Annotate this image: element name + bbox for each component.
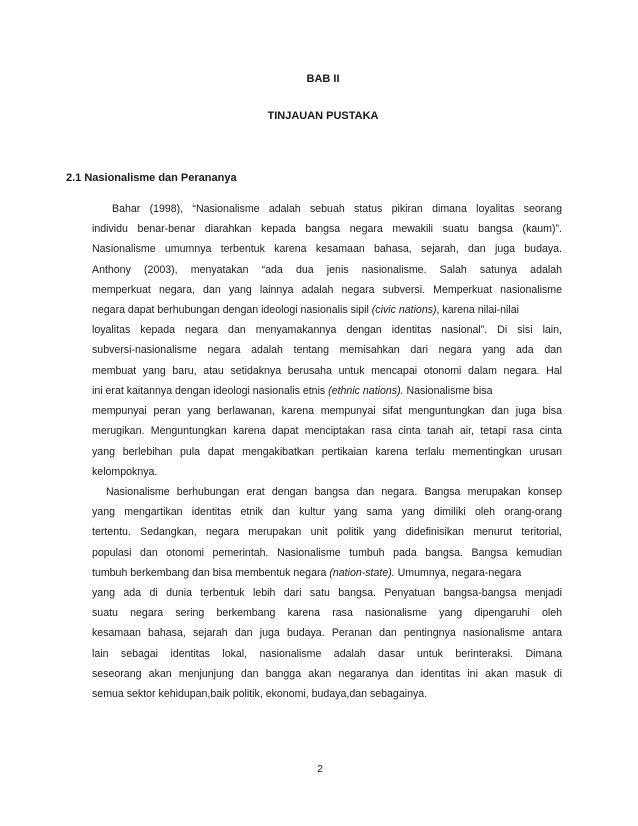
text-line: kelompoknya. <box>92 466 158 478</box>
text-line <box>92 385 562 398</box>
text-line <box>92 567 562 580</box>
text-line: individu benar-benar diarahkan kepada bangsa negara mewakili suatu bangsa (kaum)”. <box>92 223 562 235</box>
text-segment: Nasionalisme bisa <box>403 385 493 397</box>
text-segment: tumbuh berkembang dan bisa membentuk negara <box>92 567 330 579</box>
italic-term: (nation-state). <box>329 567 395 579</box>
text-line: loyalitas kepada negara dan menyamakannya dengan identitas nasional”. Di sisi lain, <box>92 324 562 336</box>
chapter-label: BAB II <box>306 73 340 85</box>
text-segment: Umumnya, negara-negara <box>394 567 522 579</box>
text-line: yang mengartikan identitas etnik dan kultur yang sama yang dimiliki oleh orang-orang <box>92 506 562 518</box>
italic-term: (civic nations) <box>371 304 437 316</box>
text-line: seseorang akan menjunjung dan bangga akan negaranya dan identitas ini akan masuk di <box>92 668 562 680</box>
text-line: semua sektor kehidupan,baik politik, ekonomi, budaya,dan sebagainya. <box>92 688 428 700</box>
text-segment: negara dapat berhubungan dengan ideologi nasionalis sipil <box>92 304 372 316</box>
text-segment: , karena nilai-nilai <box>436 304 519 316</box>
text-line: mempunyai peran yang berlawanan, karena mempunyai sifat menguntungkan dan juga bisa <box>92 405 562 417</box>
section-heading: 2.1 Nasionalisme dan Perananya <box>66 172 237 184</box>
text-line: membuat yang baru, atau setidaknya berusaha untuk mencapai otonomi dalam negara. Hal <box>92 365 562 377</box>
text-segment: ini erat kaitannya dengan ideologi nasionalis etnis <box>92 385 329 397</box>
italic-term: (ethnic nations). <box>328 385 404 397</box>
text-line: yang berlebihan pula dapat mengakibatkan pertikaian karena terlalu mementingkan urusan <box>92 446 562 458</box>
text-line: Nasionalisme umumnya terbentuk karena kesamaan bahasa, sejarah, dan juga budaya. <box>92 243 562 255</box>
text-line: kesamaan bahasa, sejarah dan juga budaya. Peranan dan pentingnya nasionalisme antara <box>92 627 562 639</box>
text-line: suatu negara sering berkembang karena rasa nasionalisme yang dipengaruhi oleh <box>92 607 562 619</box>
text-line: merugikan. Menguntungkan karena dapat menciptakan rasa cinta tanah air, tetapi rasa cinta <box>92 425 562 437</box>
text-line: tertentu. Sedangkan, negara merupakan unit politik yang didefinisikan menurut teritorial, <box>92 526 562 538</box>
text-line: memperkuat negara, dan yang lainnya adalah negara subversi. Memperkuat nasionalisme <box>92 284 562 296</box>
page-number: 2 <box>317 763 323 775</box>
text-line: Nasionalisme berhubungan erat dengan bangsa dan negara. Bangsa merupakan konsep <box>106 486 562 498</box>
text-line: Bahar (1998), “Nasionalisme adalah sebuah status pikiran dimana loyalitas seorang <box>112 203 562 215</box>
chapter-title: TINJAUAN PUSTAKA <box>267 110 379 122</box>
text-line: Anthony (2003), menyatakan “ada dua jenis nasionalisme. Salah satunya adalah <box>92 264 562 276</box>
text-line: lain sebagai identitas lokal, nasionalisme adalah dasar untuk berinteraksi. Dimana <box>92 648 562 660</box>
text-line: populasi dan otonomi pemerintah. Nasionalisme tumbuh pada bangsa. Bangsa kemudian <box>92 547 562 559</box>
text-line: yang ada di dunia terbentuk lebih dari satu bangsa. Penyatuan bangsa-bangsa menjadi <box>92 587 562 599</box>
text-line: subversi-nasionalisme negara adalah tentang memisahkan dari negara yang ada dan <box>92 344 562 356</box>
text-line <box>92 304 562 317</box>
